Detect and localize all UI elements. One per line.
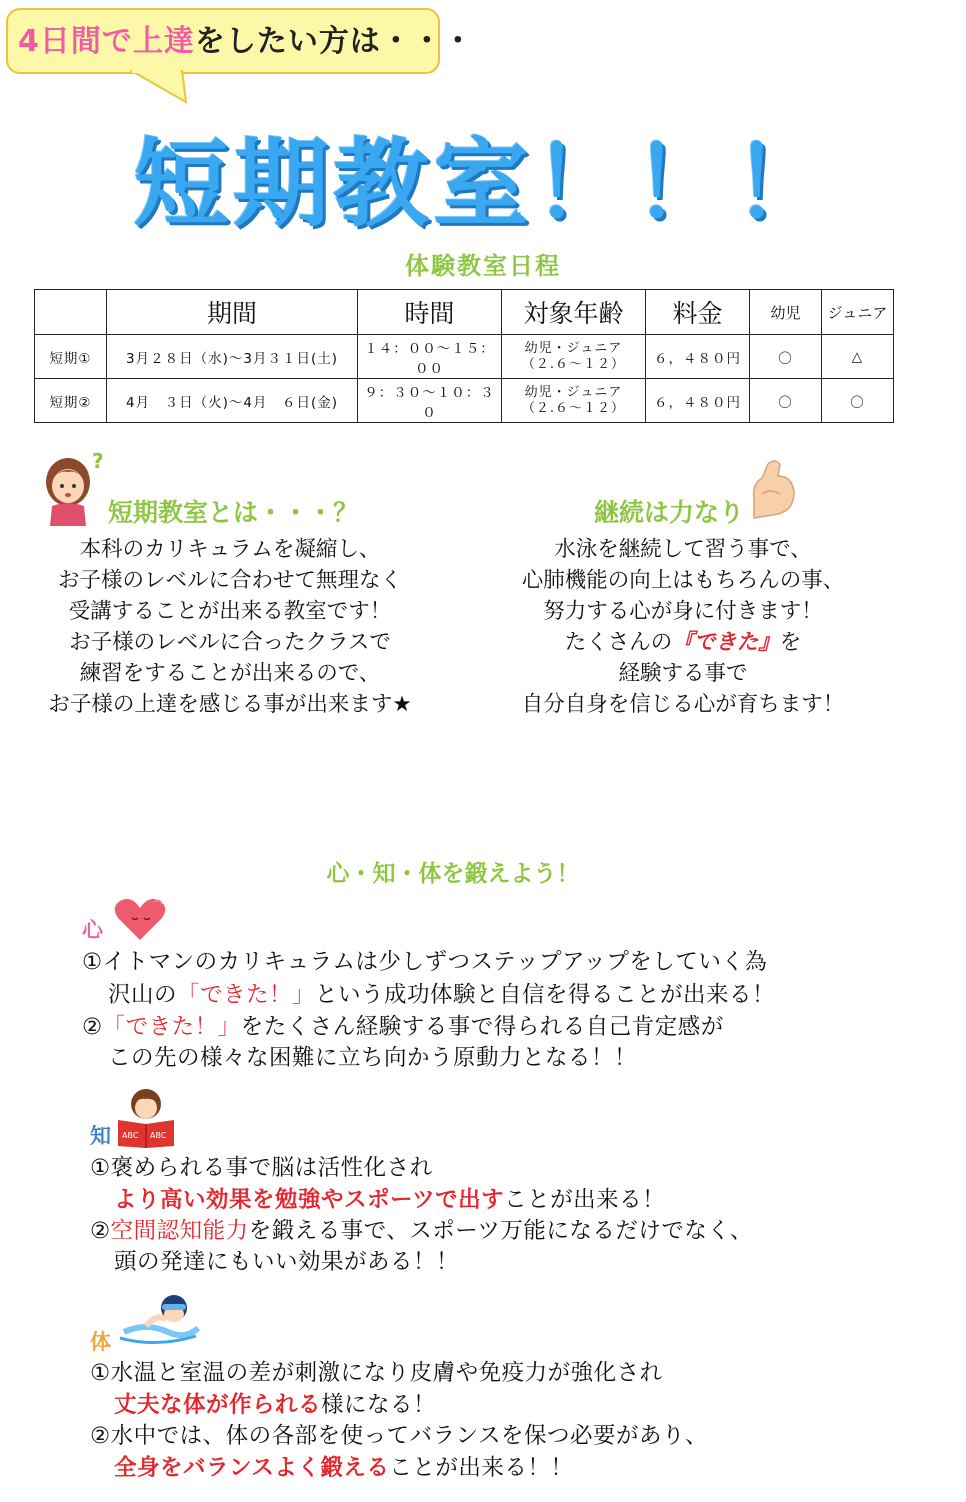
row-name: 短期① <box>35 335 107 379</box>
svg-text:ABC: ABC <box>150 1131 167 1140</box>
header-infant: 幼児 <box>750 290 822 335</box>
heart-line-1: ①イトマンのカリキュラムは少しずつステップアップをしていく為 <box>82 949 768 975</box>
body-line-3: ②水中では、体の各部を使ってバランスを保つ必要があり、 <box>90 1423 708 1449</box>
row-name: 短期② <box>35 379 107 423</box>
row-age <box>502 335 646 379</box>
row-junior-mark: 〇 <box>822 379 894 423</box>
dekita-highlight: 『できた』 <box>672 630 780 655</box>
dekita-highlight: 「できた！」 <box>102 1014 241 1040</box>
row-age-range: （２.６～１２） <box>521 356 626 372</box>
left-section-heading: 短期教室とは・・・？ <box>108 498 359 527</box>
bubble-rest: をしたい方は・・・ <box>194 24 474 59</box>
row-age-label: 幼児・ジュニア <box>524 384 623 400</box>
header-blank <box>35 290 107 335</box>
row-junior-mark: △ <box>822 335 894 379</box>
schedule-table <box>34 289 894 423</box>
bubble-text <box>18 16 474 60</box>
schedule-title: 体験教室日程 <box>405 252 561 280</box>
header-junior: ジュニア <box>822 290 894 335</box>
highlight-text: 全身をバランスよく鍛える <box>114 1455 390 1481</box>
row-age <box>502 379 646 423</box>
svg-text:ABC: ABC <box>122 1131 139 1140</box>
know-line-2 <box>114 1182 665 1214</box>
table-row <box>35 335 894 379</box>
mind-body-heading: 心・知・体を鍛えよう！ <box>326 861 580 887</box>
text-part: ② <box>90 1218 111 1244</box>
right-line-part: を <box>779 630 802 655</box>
left-section-text <box>20 534 440 720</box>
heart-line-3 <box>82 1009 724 1041</box>
highlight-text: 空間認知能力 <box>110 1218 249 1244</box>
right-line: 経験する事で <box>618 661 748 686</box>
header-time: 時間 <box>358 290 502 335</box>
row-age-label: 幼児・ジュニア <box>524 340 623 356</box>
left-line: お子様のレベルに合わせて無理なく <box>57 568 402 593</box>
highlight-text: より高い効果を勉強やスポーツで出す <box>114 1187 505 1213</box>
row-infant-mark: 〇 <box>750 335 822 379</box>
row-period: 4月 ３日（火)～4月 ６日(金) <box>107 379 358 423</box>
row-time: １４：００～１５：００ <box>358 335 502 379</box>
left-line: 本科のカリキュラムを凝縮し、 <box>79 537 381 562</box>
muscle-arm-icon <box>748 458 798 522</box>
table-row <box>35 379 894 423</box>
know-line-3 <box>90 1213 753 1245</box>
highlight-text: 丈夫な体が作られる <box>114 1392 322 1418</box>
text-part: ② <box>82 1014 103 1040</box>
bubble-highlight: 4日間で上達 <box>18 24 195 59</box>
header-age: 対象年齢 <box>502 290 646 335</box>
heart-label: 心 <box>82 918 103 942</box>
right-line: 心肺機能の向上はもちろんの事、 <box>521 568 845 593</box>
know-label: 知 <box>90 1124 111 1148</box>
body-line-4 <box>114 1450 573 1482</box>
row-age-range: （２.６～１２） <box>521 400 626 416</box>
text-part: ことが出来る！！ <box>389 1455 574 1481</box>
row-fee: ６，４８０円 <box>646 335 750 379</box>
know-line-4: 頭の発達にもいい効果がある！！ <box>114 1249 460 1275</box>
right-line <box>480 627 886 658</box>
right-line-part: たくさんの <box>564 630 673 655</box>
body-line-2 <box>114 1387 436 1419</box>
svg-text:?: ? <box>92 449 104 473</box>
know-line-1: ①褒められる事で脳は活性化され <box>90 1155 433 1181</box>
speech-bubble-tail <box>130 70 190 104</box>
text-part: 様になる！ <box>321 1392 437 1418</box>
heart-icon <box>112 896 168 944</box>
girl-reading-icon <box>114 1086 178 1148</box>
row-time: ９：３０～１０：３０ <box>358 379 502 423</box>
dekita-highlight: 「できた！」 <box>177 982 316 1008</box>
header-fee: 料金 <box>646 290 750 335</box>
text-part: という成功体験と自信を得ることが出来る！ <box>315 982 776 1008</box>
girl-question-icon <box>36 448 108 528</box>
right-line: 自分自身を信じる心が育ちます！ <box>521 692 845 717</box>
swimmer-icon <box>116 1288 202 1348</box>
table-header-row <box>35 290 894 335</box>
row-infant-mark: 〇 <box>750 379 822 423</box>
row-period: 3月２８日（水)～3月３１日(土) <box>107 335 358 379</box>
body-label: 体 <box>90 1330 111 1354</box>
left-line: お子様の上達を感じる事が出来ます★ <box>48 692 412 717</box>
body-line-1: ①水温と室温の差が刺激になり皮膚や免疫力が強化され <box>90 1360 663 1386</box>
text-part: 沢山の <box>108 982 178 1008</box>
right-section-heading: 継続は力なり <box>594 498 745 527</box>
left-line: お子様のレベルに合ったクラスで <box>69 630 391 655</box>
right-section-text <box>480 534 886 720</box>
left-line: 練習をすることが出来るので、 <box>79 661 381 686</box>
text-part: ことが出来る！ <box>504 1187 666 1213</box>
heart-line-4: この先の様々な困難に立ち向かう原動力となる！！ <box>108 1045 638 1071</box>
header-period: 期間 <box>107 290 358 335</box>
page-title: 短期教室！！！ <box>133 128 833 240</box>
text-part: を鍛える事で、スポーツ万能になるだけでなく、 <box>248 1218 753 1244</box>
row-fee: ６，４８０円 <box>646 379 750 423</box>
heart-line-2 <box>108 977 775 1009</box>
text-part: をたくさん経験する事で得られる自己肯定感が <box>240 1014 724 1040</box>
right-line: 努力する心が身に付きます！ <box>543 599 823 624</box>
right-line: 水泳を継続して習う事で、 <box>554 537 812 562</box>
left-line: 受講することが出来る教室です！ <box>68 599 392 624</box>
